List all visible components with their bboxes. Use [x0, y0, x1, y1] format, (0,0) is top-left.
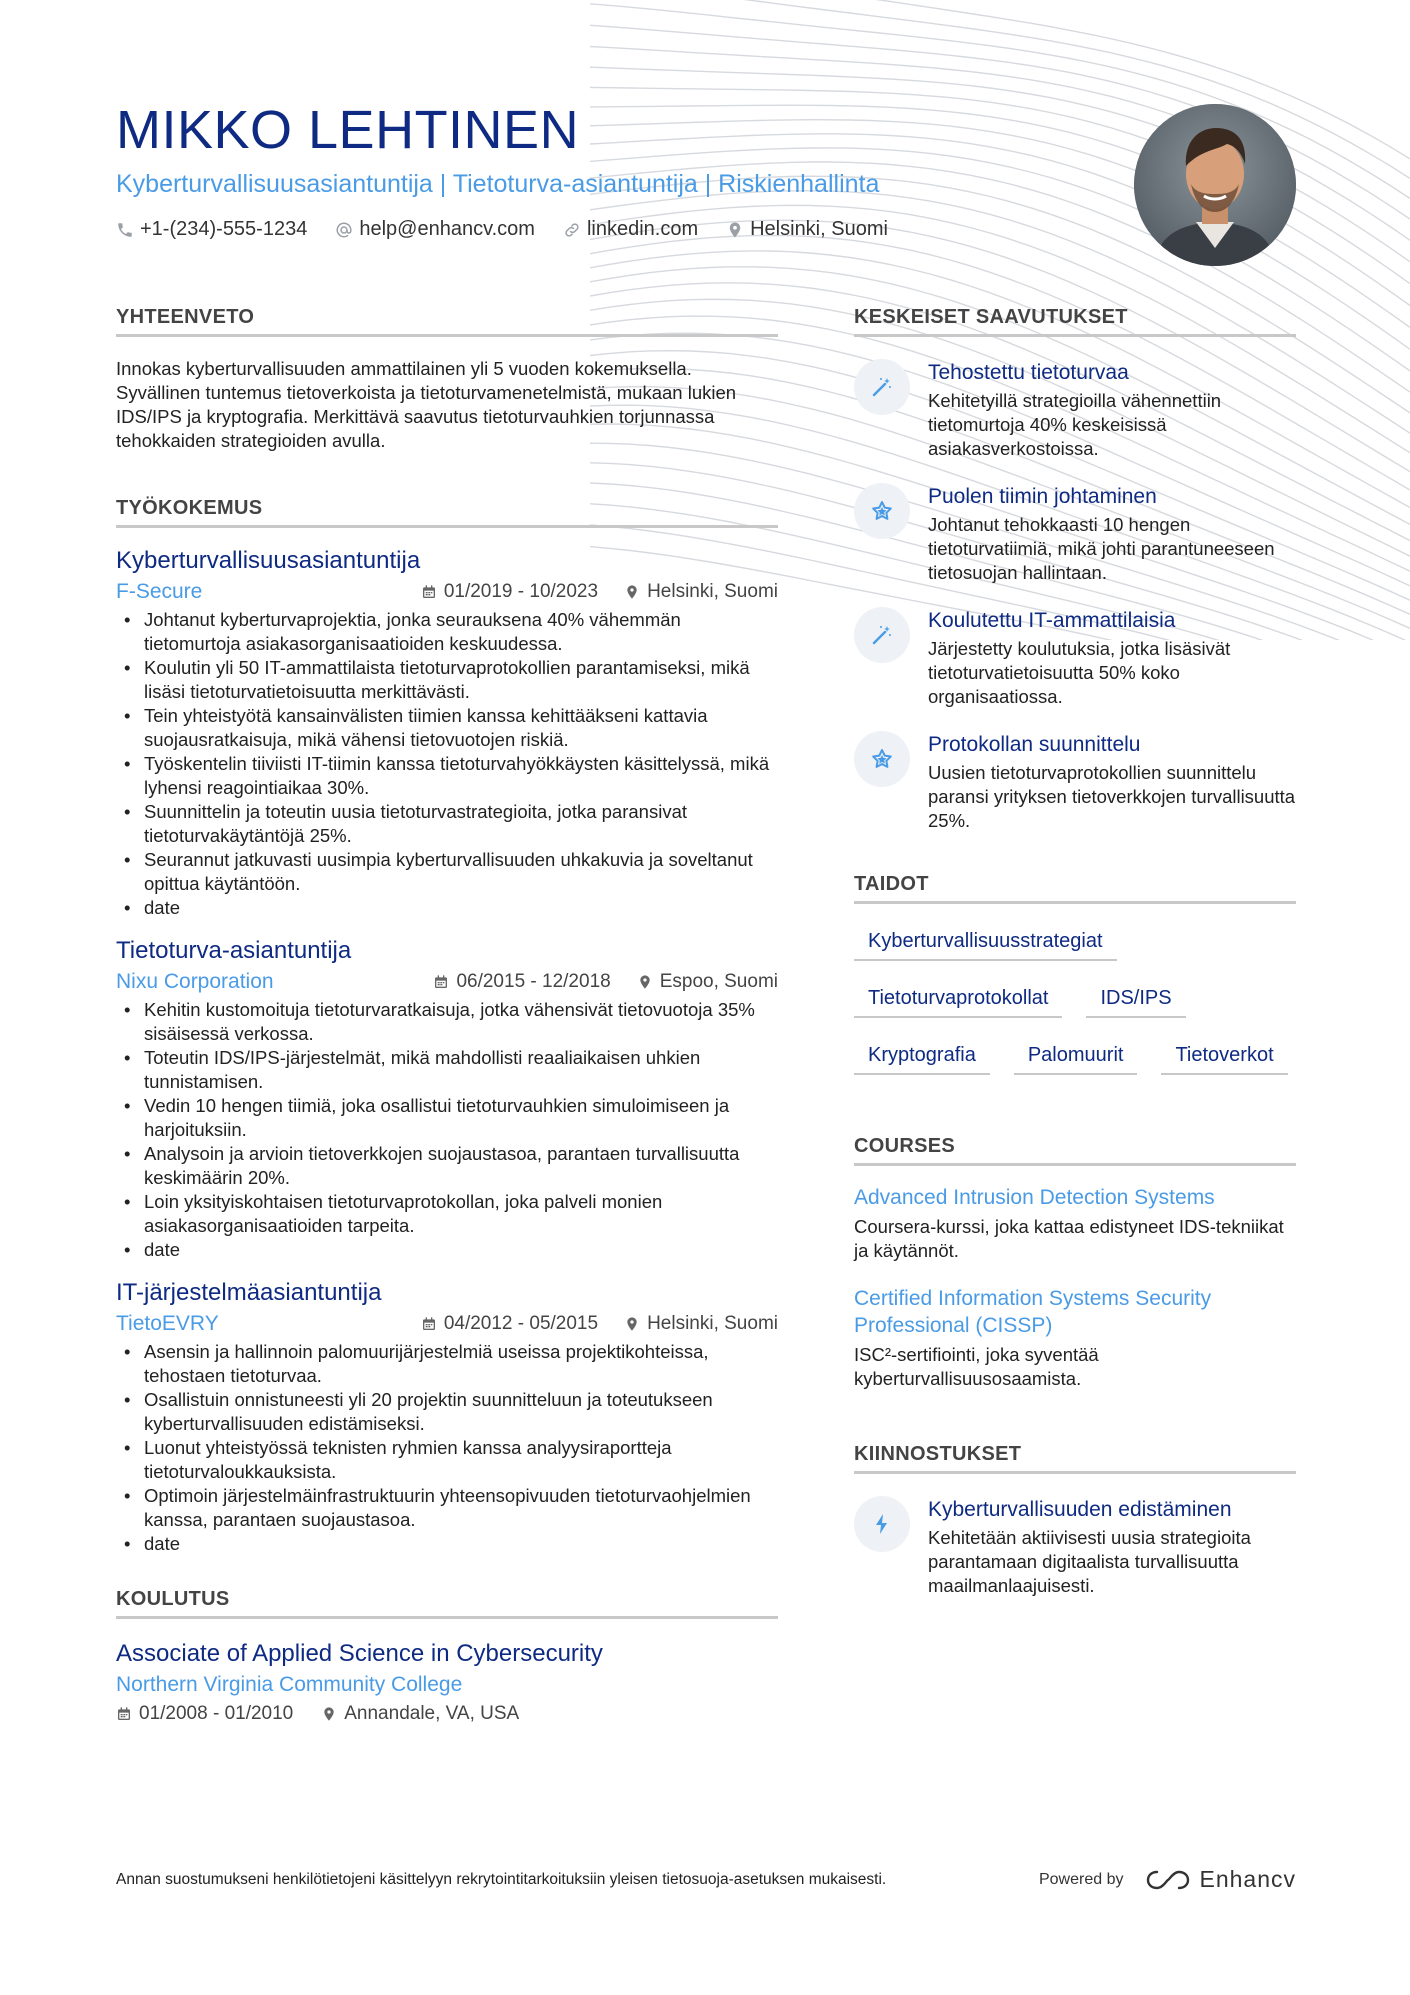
job-location-text: Helsinki, Suomi: [647, 581, 778, 602]
job-location-text: Espoo, Suomi: [659, 971, 778, 992]
page-footer: [116, 1866, 1296, 1893]
education-heading: KOULUTUS: [116, 1586, 778, 1619]
job-location: [637, 971, 778, 993]
skills-heading: TAIDOT: [854, 871, 1296, 904]
course-item: [854, 1285, 1296, 1391]
job-dates: [421, 581, 598, 603]
achievement-title: Tehostettu tietoturvaa: [928, 361, 1129, 384]
calendar-icon: [433, 974, 449, 990]
education-school: Northern Virginia Community College: [116, 1673, 463, 1696]
phone-text: +1-(234)-555-1234: [140, 218, 308, 240]
star-icon: [854, 483, 910, 539]
job-meta-right: [421, 581, 778, 603]
magic-wand-icon: [854, 607, 910, 663]
interest-item: [854, 1496, 1296, 1598]
map-pin-icon: [624, 584, 640, 600]
profile-photo: [1134, 104, 1296, 266]
job-dates: [421, 1313, 598, 1335]
candidate-name: MIKKO LEHTINEN: [116, 100, 580, 160]
interests-heading: KIINNOSTUKSET: [854, 1441, 1296, 1474]
email-text: help@enhancv.com: [359, 218, 535, 240]
job-bullet: • Tein yhteistyötä kansainvälisten tiimien kanssa kehittääkseni kattavia suojausratkaisuja, mikä vähensi tietovuotojen riskiä.: [116, 704, 778, 752]
achievements-heading: KESKEISET SAAVUTUKSET: [854, 304, 1296, 337]
skill-tag: Kyberturvallisuusstrategiat: [854, 926, 1117, 961]
map-pin-icon: [637, 974, 653, 990]
job-company: Nixu Corporation: [116, 970, 274, 993]
achievements-section: [854, 304, 1296, 833]
skills-section: [854, 871, 1296, 1075]
interest-desc: Kehitetään aktiivisesti uusia strategioita parantamaan digitaalista turvallisuutta maailmanlaajuisesti.: [928, 1527, 1251, 1596]
achievement-item: [854, 731, 1296, 833]
job-meta: [116, 970, 778, 994]
achievement-item: [854, 607, 1296, 709]
calendar-icon: [421, 1316, 437, 1332]
skills-list: [854, 926, 1296, 1075]
lightning-icon: [854, 1496, 910, 1552]
job-meta: [116, 580, 778, 604]
location-text: Helsinki, Suomi: [750, 218, 888, 240]
contact-list: [116, 218, 888, 241]
achievement-item: [854, 359, 1296, 461]
right-column: [854, 304, 1296, 1598]
job-title: IT-järjestelmäasiantuntija: [116, 1279, 382, 1306]
course-desc: ISC²-sertifiointi, joka syventää kyberturvallisuusosaamista.: [854, 1344, 1099, 1389]
calendar-icon: [421, 584, 437, 600]
phone-icon: [116, 221, 134, 239]
achievement-desc: Kehitetyillä strategioilla vähennettiin tietomurtoja 40% keskeisissä asiakasverkostoissa.: [928, 390, 1222, 459]
map-pin-icon: [321, 1706, 337, 1722]
job-entry: [116, 936, 778, 1262]
job-dates: [433, 971, 610, 993]
candidate-tagline: Kyberturvallisuusasiantuntija | Tietoturva-asiantuntija | Riskienhallinta: [116, 170, 880, 198]
resume-header: [116, 98, 888, 241]
job-bullets: [116, 608, 778, 920]
link-icon: [563, 221, 581, 239]
summary-section: [116, 304, 778, 453]
at-icon: [335, 221, 353, 239]
avatar: [1134, 104, 1296, 266]
job-bullet: • Toteutin IDS/IPS-järjestelmät, mikä mahdollisti reaaliaikaisen uhkien tunnistamisen.: [116, 1046, 778, 1094]
job-meta: [116, 1312, 778, 1336]
brand-logo: [1145, 1866, 1296, 1893]
interest-title: Kyberturvallisuuden edistäminen: [928, 1498, 1232, 1521]
calendar-icon: [116, 1706, 132, 1722]
job-dates-text: 04/2012 - 05/2015: [443, 1313, 599, 1334]
job-bullet: • date: [116, 1532, 778, 1556]
skill-tag: IDS/IPS: [1086, 983, 1185, 1018]
summary-text: Innokas kyberturvallisuuden ammattilainen yli 5 vuoden kokemuksella. Syvällinen tuntemus tietoverkoista ja tietoturvamenetelmistä, mukaan lukien IDS/IPS ja kryptografia. Merkittävä saavutus tietoturvauhkien torjunnassa tehokkaiden strategioiden avulla.: [116, 358, 737, 451]
job-bullet: • date: [116, 896, 778, 920]
education-section: [116, 1586, 778, 1725]
achievement-desc: Järjestetty koulutuksia, jotka lisäsivät tietoturvatietoisuutta 50% koko organisaatiossa.: [928, 638, 1231, 707]
course-title: Certified Information Systems Security Professional (CISSP): [854, 1287, 1212, 1337]
skill-tag: Kryptografia: [854, 1040, 990, 1075]
linkedin-text: linkedin.com: [586, 218, 699, 240]
job-meta-right: [433, 971, 778, 993]
skill-tag: Palomuurit: [1014, 1040, 1138, 1075]
experience-heading: TYÖKOKEMUS: [116, 495, 778, 528]
achievement-title: Puolen tiimin johtaminen: [928, 485, 1157, 508]
job-bullet: • Kehitin kustomoituja tietoturvaratkaisuja, jotka vähensivät tietovuotoja 35% sisäisessä verkossa.: [116, 998, 778, 1046]
star-icon: [854, 731, 910, 787]
map-pin-icon: [726, 221, 744, 239]
job-bullet: • Luonut yhteistyössä teknisten ryhmien kanssa analyysiraportteja tietoturvaloukkauksista.: [116, 1436, 778, 1484]
education-location-text: Annandale, VA, USA: [344, 1703, 520, 1724]
job-meta-right: [421, 1313, 778, 1335]
brand-name: Enhancv: [1199, 1866, 1296, 1892]
course-desc: Coursera-kurssi, joka kattaa edistyneet IDS-tekniikat ja käytännöt.: [854, 1216, 1284, 1261]
powered-by[interactable]: [1039, 1866, 1296, 1893]
job-title: Tietoturva-asiantuntija: [116, 937, 352, 964]
job-bullet: • Loin yksityiskohtaisen tietoturvaprotokollan, joka palveli monien asiakasorganisaatioiden tarpeita.: [116, 1190, 778, 1238]
job-bullet: • Optimoin järjestelmäinfrastruktuurin yhteensopivuuden tietoturvaohjelmien kanssa, parantaen suojaustasoa.: [116, 1484, 778, 1532]
contact-linkedin[interactable]: [563, 218, 698, 241]
job-company: TietoEVRY: [116, 1312, 219, 1335]
interests-section: [854, 1441, 1296, 1598]
job-bullet: • Seurannut jatkuvasti uusimpia kyberturvallisuuden uhkakuvia ja soveltanut opittua käytäntöön.: [116, 848, 778, 896]
achievement-desc: Uusien tietoturvaprotokollien suunnittelu paransi yrityksen tietoverkkojen turvallisuutta 25%.: [928, 762, 1296, 831]
job-location: [624, 581, 778, 603]
job-dates-text: 06/2015 - 12/2018: [456, 971, 611, 992]
magic-wand-icon: [854, 359, 910, 415]
map-pin-icon: [624, 1316, 640, 1332]
education-dates-text: 01/2008 - 01/2010: [139, 1703, 294, 1724]
job-bullet: • Osallistuin onnistuneesti yli 20 projektin suunnitteluun ja toteutukseen kyberturvallisuuden edistämiseksi.: [116, 1388, 778, 1436]
education-degree: Associate of Applied Science in Cybersecurity: [116, 1640, 603, 1667]
contact-location: [726, 218, 888, 241]
skill-tag: Tietoverkot: [1161, 1040, 1287, 1075]
job-bullet: • Koulutin yli 50 IT-ammattilaista tietoturvaprotokollien parantamiseksi, mikä lisäsi tietoturvatietoisuutta merkittävästi.: [116, 656, 778, 704]
job-bullet: • Asensin ja hallinnoin palomuurijärjestelmiä useissa projektikohteissa, tehostaen tietoturvaa.: [116, 1340, 778, 1388]
course-item: [854, 1184, 1296, 1263]
job-location-text: Helsinki, Suomi: [647, 1313, 778, 1334]
gdpr-consent-text: Annan suostumukseni henkilötietojeni käsittelyyn rekrytointitarkoituksiin yleisen tietosuoja-asetuksen mukaisesti.: [116, 1870, 887, 1888]
job-bullet: • Suunnittelin ja toteutin uusia tietoturvastrategioita, jotka paransivat tietoturvakäytäntöjä 25%.: [116, 800, 778, 848]
powered-by-label: Powered by: [1038, 1870, 1124, 1888]
job-bullet: • Vedin 10 hengen tiimiä, joka osallistui tietoturvauhkien simuloimiseen ja harjoituksiin.: [116, 1094, 778, 1142]
job-bullet: • Johtanut kyberturvaprojektia, jonka seurauksena 40% vähemmän tietomurtoja asiakasorganisaatioiden keskuudessa.: [116, 608, 778, 656]
job-dates-text: 01/2019 - 10/2023: [443, 581, 599, 602]
education-meta: [116, 1703, 778, 1725]
education-location: [321, 1703, 519, 1725]
summary-heading: YHTEENVETO: [116, 304, 778, 337]
achievement-desc: Johtanut tehokkaasti 10 hengen tietoturvatiimiä, mikä johti parantuneeseen tietosuojan hallintaan.: [928, 514, 1275, 583]
job-company: F-Secure: [116, 580, 203, 603]
job-entry: [116, 546, 778, 920]
left-column: [116, 304, 778, 1725]
job-entry: [116, 1278, 778, 1556]
achievement-item: [854, 483, 1296, 585]
contact-email[interactable]: [335, 218, 535, 241]
job-bullet: • date: [116, 1238, 778, 1262]
infinity-logo-icon: [1145, 1868, 1191, 1892]
course-title: Advanced Intrusion Detection Systems: [854, 1186, 1215, 1209]
education-dates: [116, 1703, 293, 1725]
courses-section: [854, 1133, 1296, 1391]
job-bullets: [116, 998, 778, 1262]
achievement-title: Protokollan suunnittelu: [928, 733, 1141, 756]
job-bullet: • Työskentelin tiiviisti IT-tiimin kanssa tietoturvahyökkäysten käsittelyssä, mikä lyhensi reagointiaikaa 30%.: [116, 752, 778, 800]
job-title: Kyberturvallisuusasiantuntija: [116, 547, 421, 574]
contact-phone[interactable]: [116, 218, 307, 241]
achievement-title: Koulutettu IT-ammattilaisia: [928, 609, 1176, 632]
job-bullet: • Analysoin ja arvioin tietoverkkojen suojaustasoa, parantaen turvallisuutta keskimäärin 20%.: [116, 1142, 778, 1190]
job-bullets: [116, 1340, 778, 1556]
job-location: [624, 1313, 778, 1335]
courses-heading: COURSES: [854, 1133, 1296, 1166]
skill-tag: Tietoturvaprotokollat: [854, 983, 1062, 1018]
experience-section: [116, 495, 778, 1556]
